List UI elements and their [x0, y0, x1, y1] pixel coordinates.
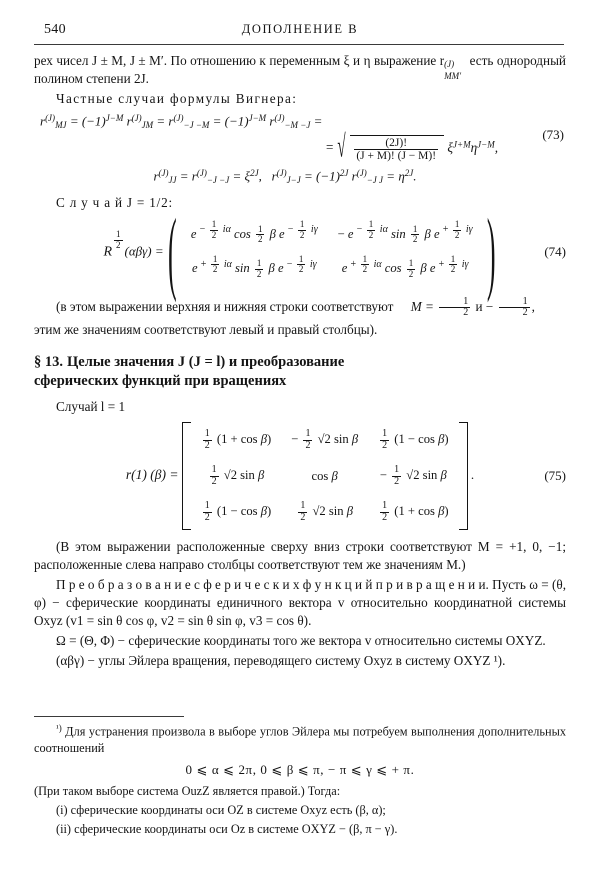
- eq73-sqrt: [337, 135, 444, 162]
- footnote-rule: [34, 716, 184, 717]
- eq75-cell-23: − $\frac{1}{2}$ √2 sin β: [379, 464, 447, 487]
- footnote-after: (При таком выборе система OuzZ является правой.) Тогда:: [34, 783, 341, 798]
- eq75-cell-31: $\frac{1}{2}$ (1 − cos β): [204, 500, 272, 523]
- footnote-item-ii: (ii) сферические координаты оси Oz в системе OXYZ − (β, π − γ).: [56, 821, 398, 836]
- eq75-cell-11: $\frac{1}{2}$ (1 + cos β): [204, 428, 272, 451]
- running-title: ДОПОЛНЕНИЕ В: [241, 22, 359, 36]
- eq73-line-3: $r^{(J)}_{JJ} = r^{(J)}_{-J -J} = \xi^{2J}$, $r^{(J)}_{J-J} = (-1)^{2J}$ $r^{(J)}_{-J J} = \eta^{2J}$.: [153, 168, 417, 186]
- eq74-lhs: R: [103, 244, 113, 260]
- eq74-left-paren: (: [167, 199, 177, 304]
- table-row: [191, 494, 459, 530]
- eq74-cell-21: e + $\frac{1}{2}$ iα sin $\frac{1}{2}$ β e − $\frac{1}{2}$ iγ: [191, 253, 317, 279]
- section-title-line1: Целые значения J (J = l) и преобразование: [67, 353, 345, 370]
- paragraph-5-rest: Пусть ω = (θ, φ) − сферические координаты единичного вектора v относительно координатной системы Oxyz (v1 = sin θ cos φ, v2 = sin θ sin φ, v3 = cos θ).: [34, 577, 567, 629]
- eq74-cell-11: e − $\frac{1}{2}$ iα cos $\frac{1}{2}$ β e − $\frac{1}{2}$ iγ: [190, 219, 318, 245]
- eq75-cell-13: $\frac{1}{2}$ (1 − cos β): [382, 428, 449, 451]
- equation-73: [34, 112, 566, 187]
- section-heading: [34, 353, 566, 391]
- eq75-cell-21: $\frac{1}{2}$ √2 sin β: [211, 464, 265, 487]
- eq75-cell-32: $\frac{1}{2}$ √2 sin β: [300, 500, 353, 523]
- table-row: [181, 252, 483, 286]
- eq75-matrix: [191, 422, 459, 530]
- footnote-text: Для устранения произвола в выборе углов Эйлера мы потребуем выполнения дополнительных соотношений: [34, 724, 566, 755]
- header-rule: [34, 44, 564, 45]
- eq75-left-bracket: [182, 422, 191, 530]
- page-header: [40, 22, 560, 40]
- footnote-equation: 0 ⩽ α ⩽ 2π, 0 ⩽ β ⩽ π, − π ⩽ γ ⩽ + π.: [185, 762, 415, 778]
- paragraph-7: (αβγ) − углы Эйлера вращения, переводящего систему Oxyz в систему OXYZ ¹).: [56, 653, 506, 669]
- paragraph-6: Ω = (Θ, Φ) − сферические координаты того же вектора v относительно системы OXYZ.: [56, 633, 546, 649]
- table-row: [191, 458, 459, 494]
- eq75-lhs: r(1) (β) =: [125, 467, 179, 483]
- footnote-marker: ¹): [56, 723, 62, 733]
- eq74-cell-22: e + $\frac{1}{2}$ iα cos $\frac{1}{2}$ β e + $\frac{1}{2}$ iγ: [341, 253, 469, 279]
- table-row: [181, 218, 483, 252]
- footnote-body: [34, 722, 566, 756]
- case-half-label: С л у ч а й J = 1/2:: [56, 194, 173, 210]
- para1-superscript: (J): [444, 59, 455, 69]
- para1-subscript: MM′: [444, 71, 462, 81]
- eq75-period: .: [470, 467, 475, 483]
- eq73-fraction: √ $\frac{(2J)!}{(J + M)! (J - M)!}$: [356, 137, 437, 163]
- paragraph-4: (В этом выражении расположенные сверху вниз строки соответствуют M = +1, 0, −1; расположенные слева направо столбцы соответствуют тем же значениям M.): [34, 539, 566, 573]
- eq74-cell-12: − e − $\frac{1}{2}$ iα sin $\frac{1}{2}$ β e + $\frac{1}{2}$ iγ: [337, 219, 473, 245]
- eq75-number: (75): [544, 468, 566, 484]
- eq75-matrix-bracket: [182, 422, 468, 530]
- eq74-matrix: [181, 218, 483, 287]
- paragraph-1: рех чисел J ± M, J ± M′. По отношению к переменным ξ и η выражение r (J) MM′ есть однородный полином степени 2J.: [34, 53, 566, 86]
- case-l1-label: Случай l = 1: [56, 399, 126, 415]
- eq74-number: (74): [544, 244, 566, 260]
- eq73-tail: $\xi^{J+M}\eta^{J-M}$,: [447, 139, 498, 155]
- eq74-args: (αβγ) =: [124, 243, 164, 259]
- footnote-item-i: (i) сферические координаты оси OZ в системе Oxyz есть (β, α);: [56, 803, 386, 818]
- paragraph-2: (в этом выражении верхняя и нижняя строки соответствуют M = $\frac{1}{2}$ и − $\frac{1}{2}$ ,: [56, 295, 535, 319]
- section-title-line2: сферических функций при вращениях: [34, 372, 287, 389]
- page-body: [34, 52, 566, 672]
- eq75-cell-33: $\frac{1}{2}$ (1 + cos β): [382, 500, 449, 523]
- table-row: [191, 422, 459, 458]
- eq73-number: (73): [542, 126, 564, 142]
- eq75-cell-22: cos β: [311, 468, 338, 483]
- eq75-cell-12: − $\frac{1}{2}$ √2 sin β: [291, 428, 359, 451]
- paragraph-5: [34, 576, 566, 630]
- paragraph-5-spaced: П р е о б р а з о в а н и е с ф е р и ч е с к и х ф у н к ц и й п р и в р а щ е н и и.: [56, 577, 489, 593]
- eq73-line-1: $r^{(J)}_{MJ} = (-1)^{J-M}$ $r^{(J)}_{JM} = r^{(J)}_{-J -M} = (-1)^{J-M}$ $r^{(J)}_{-M -J}$ =: [40, 112, 323, 131]
- eq74-exponent: $\frac{1}{2}$: [116, 229, 121, 250]
- eq73-line-2: = √ $\frac{(2J)!}{(J + M)! (J - M)!}$ $\xi^{J+M}\eta^{J-M}$, (73): [34, 135, 566, 162]
- wigner-formula-heading: Частные случаи формулы Вигнера:: [56, 90, 298, 106]
- eq74-right-paren: ): [486, 199, 496, 304]
- paragraph-3: этим же значениям соответствуют левый и правый столбцы).: [34, 321, 378, 337]
- page-number: 540: [44, 22, 66, 37]
- section-number: § 13.: [34, 353, 63, 370]
- para2-m-value: M = $\frac{1}{2}$ и − $\frac{1}{2}$ ,: [410, 295, 535, 319]
- eq75-right-bracket: [459, 422, 468, 530]
- equation-75: [34, 422, 566, 530]
- footnote: [34, 722, 566, 839]
